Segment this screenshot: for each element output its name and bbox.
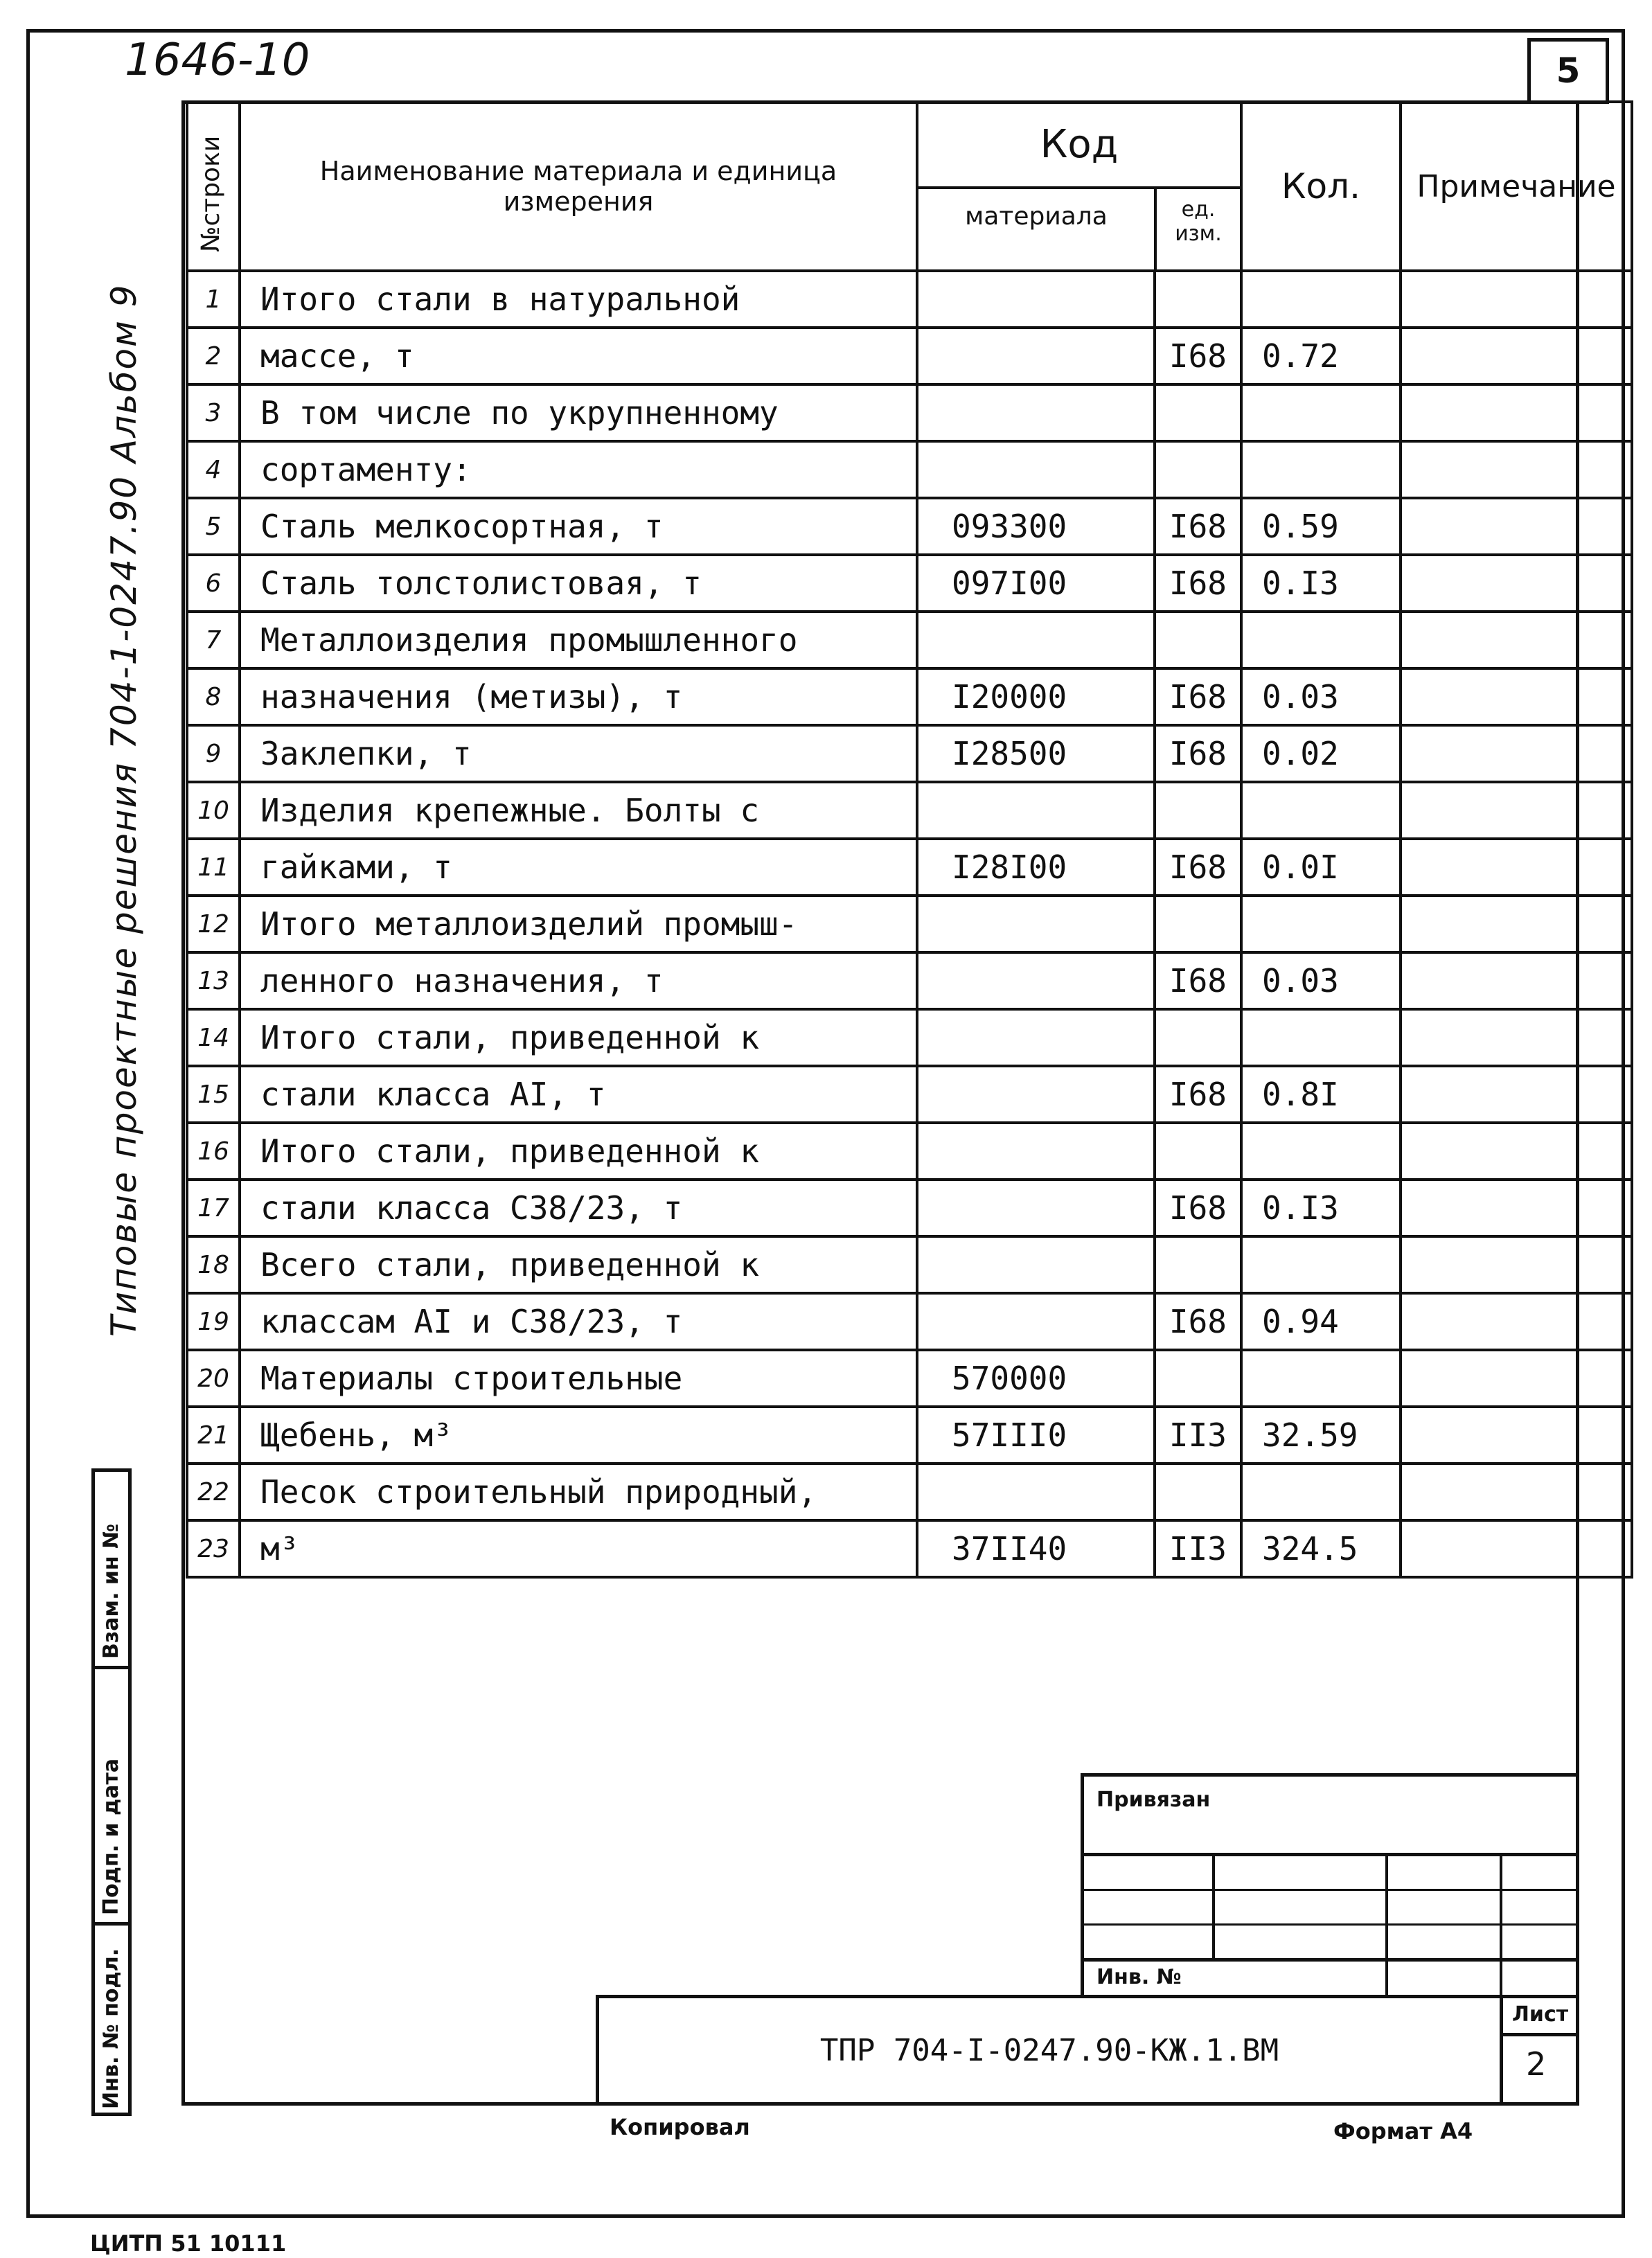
materials-table [186,100,1633,1579]
material-name: Металлоизделия промышленного [240,612,917,668]
note [1401,1407,1632,1464]
table-row [187,498,1632,555]
material-code [917,1293,1155,1350]
row-number: 18 [187,1236,240,1293]
row-number: 7 [187,612,240,668]
note [1401,1520,1632,1577]
note [1401,1350,1632,1407]
quantity [1241,1009,1401,1066]
note [1401,498,1632,555]
row-number: 19 [187,1293,240,1350]
quantity: 0.0I [1241,839,1401,896]
material-code: 093300 [917,498,1155,555]
note [1401,896,1632,952]
row-number: 9 [187,725,240,782]
unit-code [1155,271,1241,328]
row-number: 5 [187,498,240,555]
note [1401,952,1632,1009]
material-code: I20000 [917,668,1155,725]
material-name: В том числе по укрупненному [240,384,917,441]
unit-code: I68 [1155,952,1241,1009]
table-header-row [187,102,1632,271]
material-name: Итого стали в натуральной [240,271,917,328]
unit-code [1155,1350,1241,1407]
attached-label: Привязан [1096,1788,1211,1812]
copied-label: Копировал [610,2114,750,2140]
material-code [917,1236,1155,1293]
handwritten-number: 1646-10 [125,35,310,86]
header-note: Примечание [1401,102,1632,271]
unit-code [1155,1123,1241,1180]
format-label: Формат А4 [1333,2118,1473,2144]
table-row [187,1293,1632,1350]
unit-code [1155,896,1241,952]
sheet-number: 2 [1526,2045,1547,2083]
row-number: 15 [187,1066,240,1123]
table-row [187,1180,1632,1236]
quantity [1241,1123,1401,1180]
quantity [1241,612,1401,668]
material-code [917,612,1155,668]
note [1401,441,1632,498]
row-number: 21 [187,1407,240,1464]
material-code: 37II40 [917,1520,1155,1577]
unit-code: II3 [1155,1520,1241,1577]
material-name: Щебень, м³ [240,1407,917,1464]
unit-code: I68 [1155,839,1241,896]
quantity: 0.72 [1241,328,1401,384]
table-row [187,384,1632,441]
material-code [917,952,1155,1009]
table-row [187,668,1632,725]
note [1401,384,1632,441]
material-name: Сталь толстолистовая, т [240,555,917,612]
material-name: классам AI и С38/23, т [240,1293,917,1350]
unit-code: I68 [1155,1066,1241,1123]
podp-label: Подп. и дата [99,1758,123,1915]
inv-no-label: Инв. № [1096,1965,1182,1989]
bottom-code: ЦИТП 51 10111 [90,2230,287,2257]
header-code-unit: ед. изм. [1175,197,1222,246]
note [1401,271,1632,328]
quantity [1241,896,1401,952]
material-code: 570000 [917,1350,1155,1407]
quantity [1241,384,1401,441]
table-row [187,328,1632,384]
side-caption: Типовые проектные решения 704-1-0247.90 Альбом 9 [104,283,144,1337]
row-number: 1 [187,271,240,328]
quantity: 0.02 [1241,725,1401,782]
material-code: I28I00 [917,839,1155,896]
material-name: Изделия крепежные. Болты с [240,782,917,839]
unit-code: I68 [1155,725,1241,782]
unit-code: II3 [1155,1407,1241,1464]
row-number: 16 [187,1123,240,1180]
quantity [1241,1236,1401,1293]
material-name: Заклепки, т [240,725,917,782]
header-name: Наименование материала и единица измерения [240,102,917,271]
page-number-box [1527,38,1609,104]
quantity: 0.03 [1241,668,1401,725]
material-code [917,1066,1155,1123]
note [1401,782,1632,839]
table-row [187,839,1632,896]
table-row [187,1236,1632,1293]
material-code [917,271,1155,328]
row-number: 11 [187,839,240,896]
material-name: стали класса С38/23, т [240,1180,917,1236]
row-number: 2 [187,328,240,384]
attached-block [1081,1773,1579,1998]
material-code [917,1464,1155,1520]
table-row [187,1520,1632,1577]
row-number: 13 [187,952,240,1009]
row-number: 14 [187,1009,240,1066]
quantity: 32.59 [1241,1407,1401,1464]
material-name: сортаменту: [240,441,917,498]
note [1401,1180,1632,1236]
header-code [917,102,1241,271]
table-row [187,612,1632,668]
table-row [187,1464,1632,1520]
table-row [187,1123,1632,1180]
table-row [187,441,1632,498]
material-code [917,1180,1155,1236]
table-row [187,555,1632,612]
quantity: 0.8I [1241,1066,1401,1123]
table-row [187,271,1632,328]
quantity: 0.I3 [1241,1180,1401,1236]
table-row [187,1009,1632,1066]
quantity [1241,1464,1401,1520]
note [1401,555,1632,612]
table-row [187,952,1632,1009]
material-code [917,896,1155,952]
material-name: Песок строительный природный, [240,1464,917,1520]
material-code [917,441,1155,498]
row-number: 22 [187,1464,240,1520]
table-row [187,725,1632,782]
row-number: 10 [187,782,240,839]
note [1401,1066,1632,1123]
table-row [187,1350,1632,1407]
unit-code [1155,1464,1241,1520]
quantity: 0.59 [1241,498,1401,555]
note [1401,1009,1632,1066]
unit-code: I68 [1155,668,1241,725]
material-code [917,782,1155,839]
row-number: 17 [187,1180,240,1236]
material-code: 57III0 [917,1407,1155,1464]
material-code: 097I00 [917,555,1155,612]
unit-code [1155,782,1241,839]
designation-block [596,1995,1579,2106]
unit-code: I68 [1155,555,1241,612]
material-name: массе, т [240,328,917,384]
note [1401,1293,1632,1350]
quantity [1241,271,1401,328]
unit-code [1155,612,1241,668]
row-number: 12 [187,896,240,952]
header-row-no: №строки [187,102,240,271]
material-code: I28500 [917,725,1155,782]
material-name: Материалы строительные [240,1350,917,1407]
row-number: 6 [187,555,240,612]
note [1401,1123,1632,1180]
material-code [917,1123,1155,1180]
material-name: м³ [240,1520,917,1577]
header-code-title: Код [918,103,1240,189]
table-row [187,782,1632,839]
sheet-label: Лист [1512,2002,1569,2027]
material-name: назначения (метизы), т [240,668,917,725]
header-code-material: материала [918,189,1157,269]
unit-code: I68 [1155,1180,1241,1236]
unit-code: I68 [1155,328,1241,384]
row-number: 8 [187,668,240,725]
note [1401,668,1632,725]
quantity [1241,782,1401,839]
unit-code [1155,384,1241,441]
unit-code: I68 [1155,1293,1241,1350]
material-name: Всего стали, приведенной к [240,1236,917,1293]
material-code [917,328,1155,384]
unit-code [1155,1009,1241,1066]
quantity: 0.94 [1241,1293,1401,1350]
note [1401,725,1632,782]
material-code [917,384,1155,441]
unit-code: I68 [1155,498,1241,555]
quantity: 324.5 [1241,1520,1401,1577]
note [1401,612,1632,668]
material-name: Итого стали, приведенной к [240,1123,917,1180]
table-row [187,896,1632,952]
note [1401,328,1632,384]
page-number: 5 [1556,51,1581,91]
material-name: Итого металлоизделий промыш- [240,896,917,952]
row-number: 3 [187,384,240,441]
quantity: 0.I3 [1241,555,1401,612]
designation: ТПР 704-I-0247.90-КЖ.1.ВМ [819,2033,1279,2068]
material-name: Сталь мелкосортная, т [240,498,917,555]
unit-code [1155,441,1241,498]
left-strip [91,1468,132,2116]
quantity [1241,441,1401,498]
unit-code [1155,1236,1241,1293]
row-number: 23 [187,1520,240,1577]
table-row [187,1066,1632,1123]
material-name: ленного назначения, т [240,952,917,1009]
quantity [1241,1350,1401,1407]
material-code [917,1009,1155,1066]
row-number: 20 [187,1350,240,1407]
material-name: гайками, т [240,839,917,896]
material-name: Итого стали, приведенной к [240,1009,917,1066]
table-row [187,1407,1632,1464]
note [1401,839,1632,896]
inv-label: Инв. № подл. [99,1948,123,2109]
material-name: стали класса AI, т [240,1066,917,1123]
row-number: 4 [187,441,240,498]
vzam-label: Взам. ин № [99,1523,123,1659]
note [1401,1236,1632,1293]
header-qty: Кол. [1241,102,1401,271]
note [1401,1464,1632,1520]
quantity: 0.03 [1241,952,1401,1009]
